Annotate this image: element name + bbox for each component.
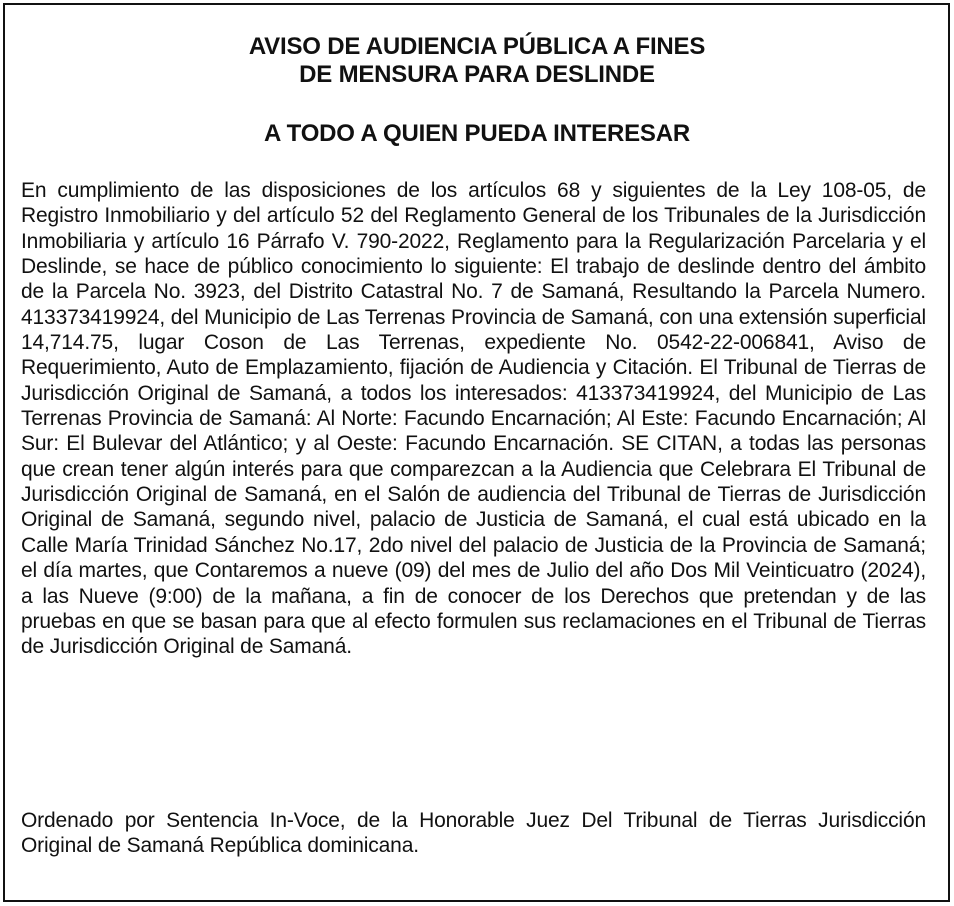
notice-title-line-1: AVISO DE AUDIENCIA PÚBLICA A FINES <box>248 33 706 60</box>
notice-subtitle: A TODO A QUIEN PUEDA INTERESAR <box>263 120 691 147</box>
notice-body-paragraph: En cumplimiento de las disposiciones de los artículos 68 y siguientes de la Ley 108-05, de Registro Inmobiliario y del artículo 52 del Reglamento General de los Tribunales de la Jurisdicción Inmobiliaria y artículo 16 Párrafo V. 790-2022, Reglamento para la Regularización Parcelaria y el Deslinde, se hace de público conocimiento lo siguiente: El trabajo de deslinde dentro del ámbito de la Parcela No. 3923, del Distrito Catastral No. 7 de Samaná, Resultando la Parcela Numero. 413373419924, del Municipio de Las Terrenas Provincia de Samaná, con una extensión superficial 14,714.75, lugar Coson de Las Terrenas, expediente No. 0542-22-006841, Aviso de Requerimiento, Auto de Emplazamiento, fijación de Audiencia y Citación. El Tribunal de Tierras de Jurisdicción Original de Samaná, a todos los interesados: 413373419924, del Municipio de Las Terrenas Provincia de Samaná: Al Norte: Facundo Encarnación; Al Este: Facundo Encarnación; Al Sur: El Bulevar del Atlántico; y al Oeste: Facundo Encarnación. SE CITAN, a todas las personas que crean tener algún interés para que comparezcan a la Audiencia que Celebrara El Tribunal de Jurisdicción Original de Samaná, en el Salón de audiencia del Tribunal de Tierras de Jurisdicción Original de Samaná, segundo nivel, palacio de Justicia de Samaná, el cual está ubicado en la Calle María Trinidad Sánchez No.17, 2do nivel del palacio de Justicia de la Provincia de Samaná; el día martes, que Contaremos a nueve (09) del mes de Julio del año Dos Mil Veinticuatro (2024), a las Nueve (9:00) de la mañana, a fin de conocer de los Derechos que pretendan y de las pruebas en que se basan para que al efecto formulen sus reclamaciones en el Tribunal de Tierras de Jurisdicción Original de Samaná. <box>21 179 926 659</box>
notice-title <box>0 33 954 89</box>
notice-closing-paragraph: Ordenado por Sentencia In-Voce, de la Honorable Juez Del Tribunal de Tierras Jurisdicción Original de Samaná República dominicana. <box>21 809 926 858</box>
notice-title-line-2: DE MENSURA PARA DESLINDE <box>299 61 655 88</box>
